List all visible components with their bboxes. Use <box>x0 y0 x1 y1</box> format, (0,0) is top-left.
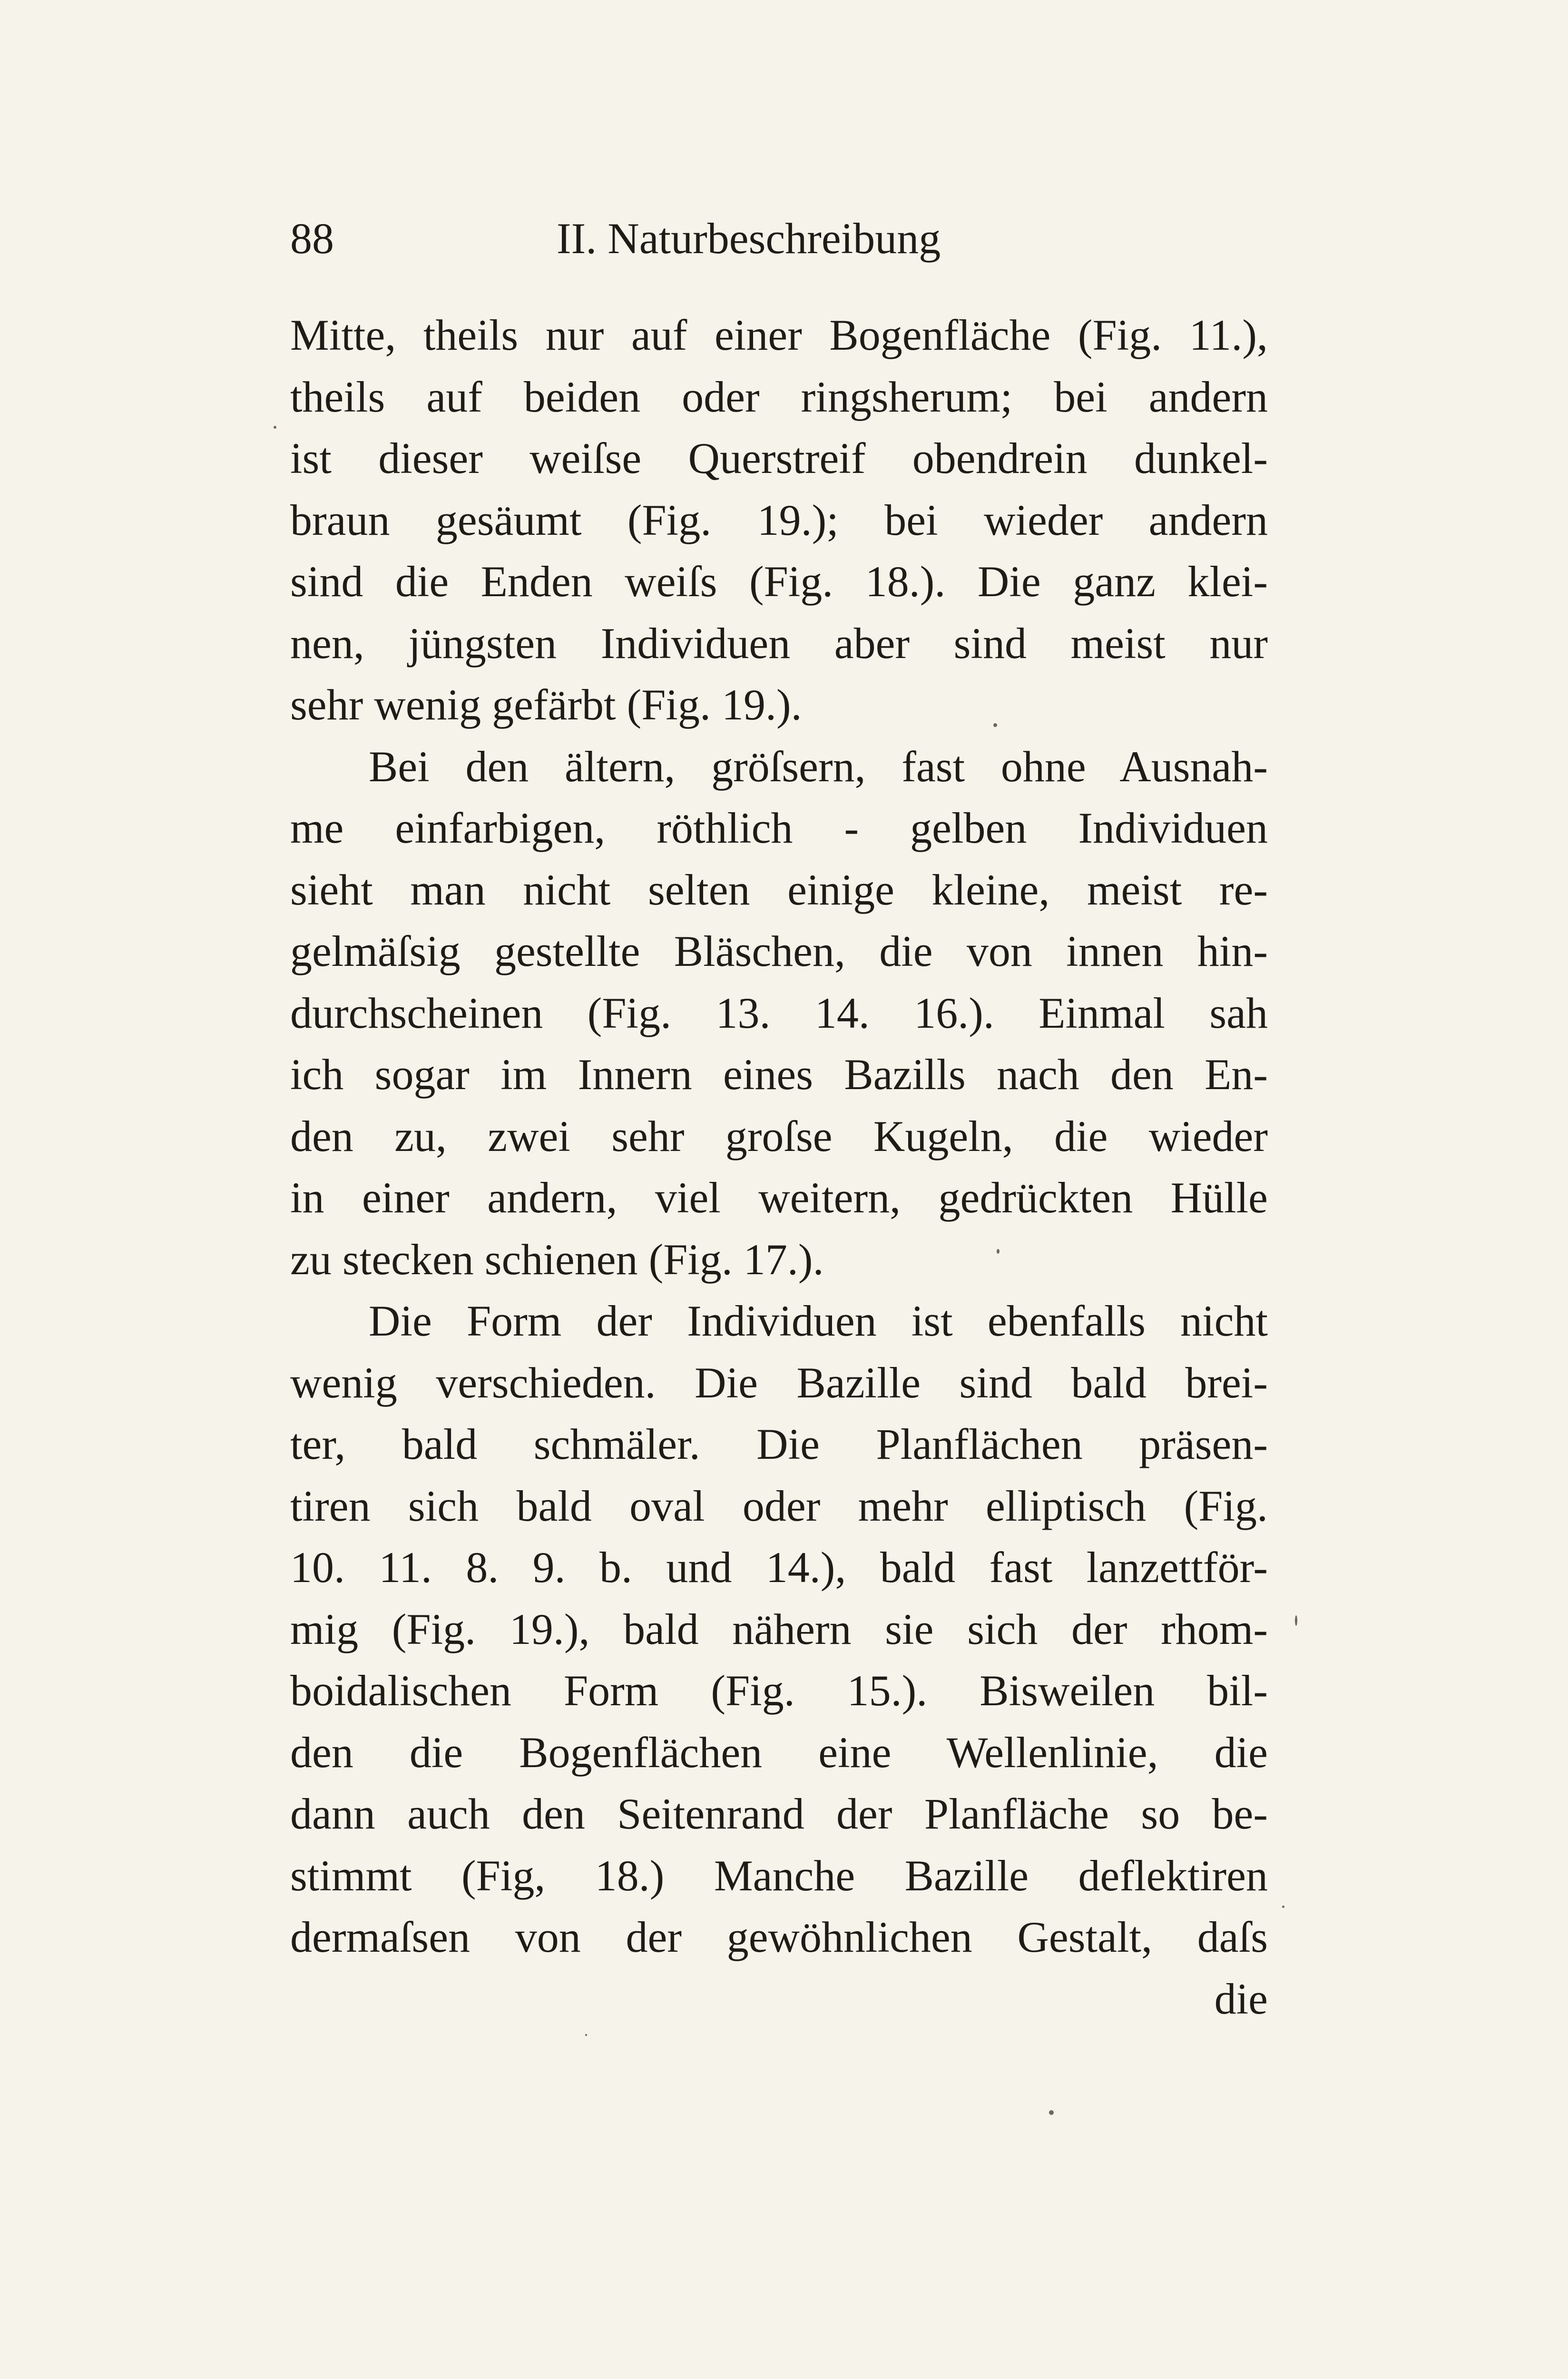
paper-speck <box>585 2034 587 2036</box>
text-line: theils auf beiden oder ringsherum; bei andern <box>290 372 1268 421</box>
text-line: in einer andern, viel weitern, gedrückten Hülle <box>290 1173 1268 1222</box>
paper-speck <box>1282 1906 1284 1908</box>
text-line: braun gesäumt (Fig. 19.); bei wieder andern <box>290 495 1268 544</box>
page-header <box>290 207 1270 269</box>
text-line: mig (Fig. 19.), bald nähern sie sich der rhom- <box>290 1604 1268 1653</box>
paragraph-2 <box>290 736 1268 1291</box>
text-line: me einfarbigen, röthlich - gelben Individuen <box>290 804 1268 852</box>
text-line: dermaſsen von der gewöhnlichen Gestalt, daſs <box>290 1913 1268 1961</box>
text-line: Die Form der Individuen ist ebenfalls nicht <box>369 1297 1268 1345</box>
text-line: Bei den ältern, gröſsern, fast ohne Ausnah- <box>369 742 1268 791</box>
text-line: boidalischen Form (Fig. 15.). Bisweilen bil- <box>290 1666 1268 1715</box>
running-head: II. Naturbeschreibung <box>557 214 941 263</box>
catchword: die <box>1214 1974 1268 2023</box>
text-line: dann auch den Seitenrand der Planfläche so be- <box>290 1789 1268 1838</box>
text-line: tiren sich bald oval oder mehr elliptisch (Fig. <box>290 1481 1268 1530</box>
text-line: sind die Enden weiſs (Fig. 18.). Die ganz klei- <box>290 557 1268 606</box>
text-line: den zu, zwei sehr groſse Kugeln, die wieder <box>290 1111 1268 1160</box>
paragraph-1 <box>290 305 1268 736</box>
text-line: ter, bald schmäler. Die Planflächen präsen- <box>290 1420 1268 1468</box>
paper-speck <box>993 723 997 727</box>
text-line: sehr wenig gefärbt (Fig. 19.). <box>290 680 802 729</box>
text-line: wenig verschieden. Die Bazille sind bald brei- <box>290 1358 1268 1407</box>
text-line: zu stecken schienen (Fig. 17.). <box>290 1235 824 1284</box>
paper-speck <box>1295 1615 1297 1626</box>
text-line: stimmt (Fig, 18.) Manche Bazille deflektiren <box>290 1851 1268 1900</box>
body-text <box>290 305 1268 2030</box>
text-line: 10. 11. 8. 9. b. und 14.), bald fast lanzettför- <box>290 1543 1268 1592</box>
text-line: den die Bogenflächen eine Wellenlinie, die <box>290 1728 1268 1777</box>
text-line: ist dieser weiſse Querstreif obendrein dunkel- <box>290 434 1268 482</box>
paper-speck <box>1049 2110 1054 2115</box>
text-line: gelmäſsig gestellte Bläschen, die von innen hin- <box>290 927 1268 975</box>
paper-speck <box>997 1249 1000 1254</box>
text-line: sieht man nicht selten einige kleine, meist re- <box>290 865 1268 914</box>
text-line: nen, jüngsten Individuen aber sind meist nur <box>290 619 1268 668</box>
paper-speck <box>274 426 276 429</box>
text-line: Mitte, theils nur auf einer Bogenfläche (Fig. 11.), <box>290 311 1268 359</box>
text-line: ich sogar im Innern eines Bazills nach den En- <box>290 1050 1268 1099</box>
page-number: 88 <box>290 214 334 263</box>
text-line: durchscheinen (Fig. 13. 14. 16.). Einmal sah <box>290 988 1268 1037</box>
paragraph-3 <box>290 1290 1268 1968</box>
catchword-row <box>290 1968 1268 2030</box>
